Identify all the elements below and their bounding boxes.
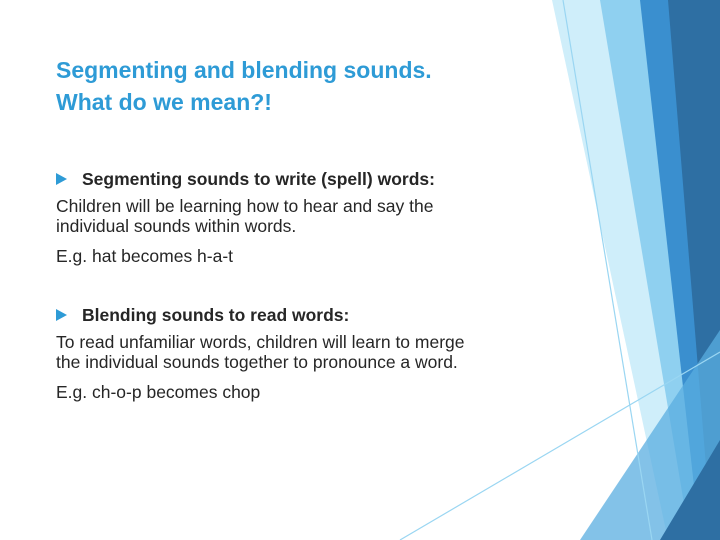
section-heading [56, 168, 556, 190]
title-line-2: What do we mean?! [56, 89, 272, 115]
section-heading-text: Segmenting sounds to write (spell) words: [82, 169, 435, 189]
section-body-line-2: the individual sounds together to pronounce a word. [56, 352, 458, 372]
section-heading [56, 304, 556, 326]
slide-content [56, 168, 556, 402]
section-segmenting [56, 168, 556, 266]
slide-title [56, 54, 536, 118]
section-body-line-2: individual sounds within words. [56, 216, 297, 236]
arrow-bullet-icon [56, 309, 67, 321]
section-heading-text: Blending sounds to read words: [82, 305, 350, 325]
arrow-bullet-icon [56, 173, 67, 185]
section-body-line-1: Children will be learning how to hear and say the [56, 196, 434, 216]
section-example: E.g. ch-o-p becomes chop [56, 382, 261, 402]
section-example: E.g. hat becomes h-a-t [56, 246, 234, 266]
section-body-line-1: To read unfamiliar words, children will learn to merge [56, 332, 465, 352]
title-line-1: Segmenting and blending sounds. [56, 57, 432, 83]
section-blending [56, 304, 556, 402]
